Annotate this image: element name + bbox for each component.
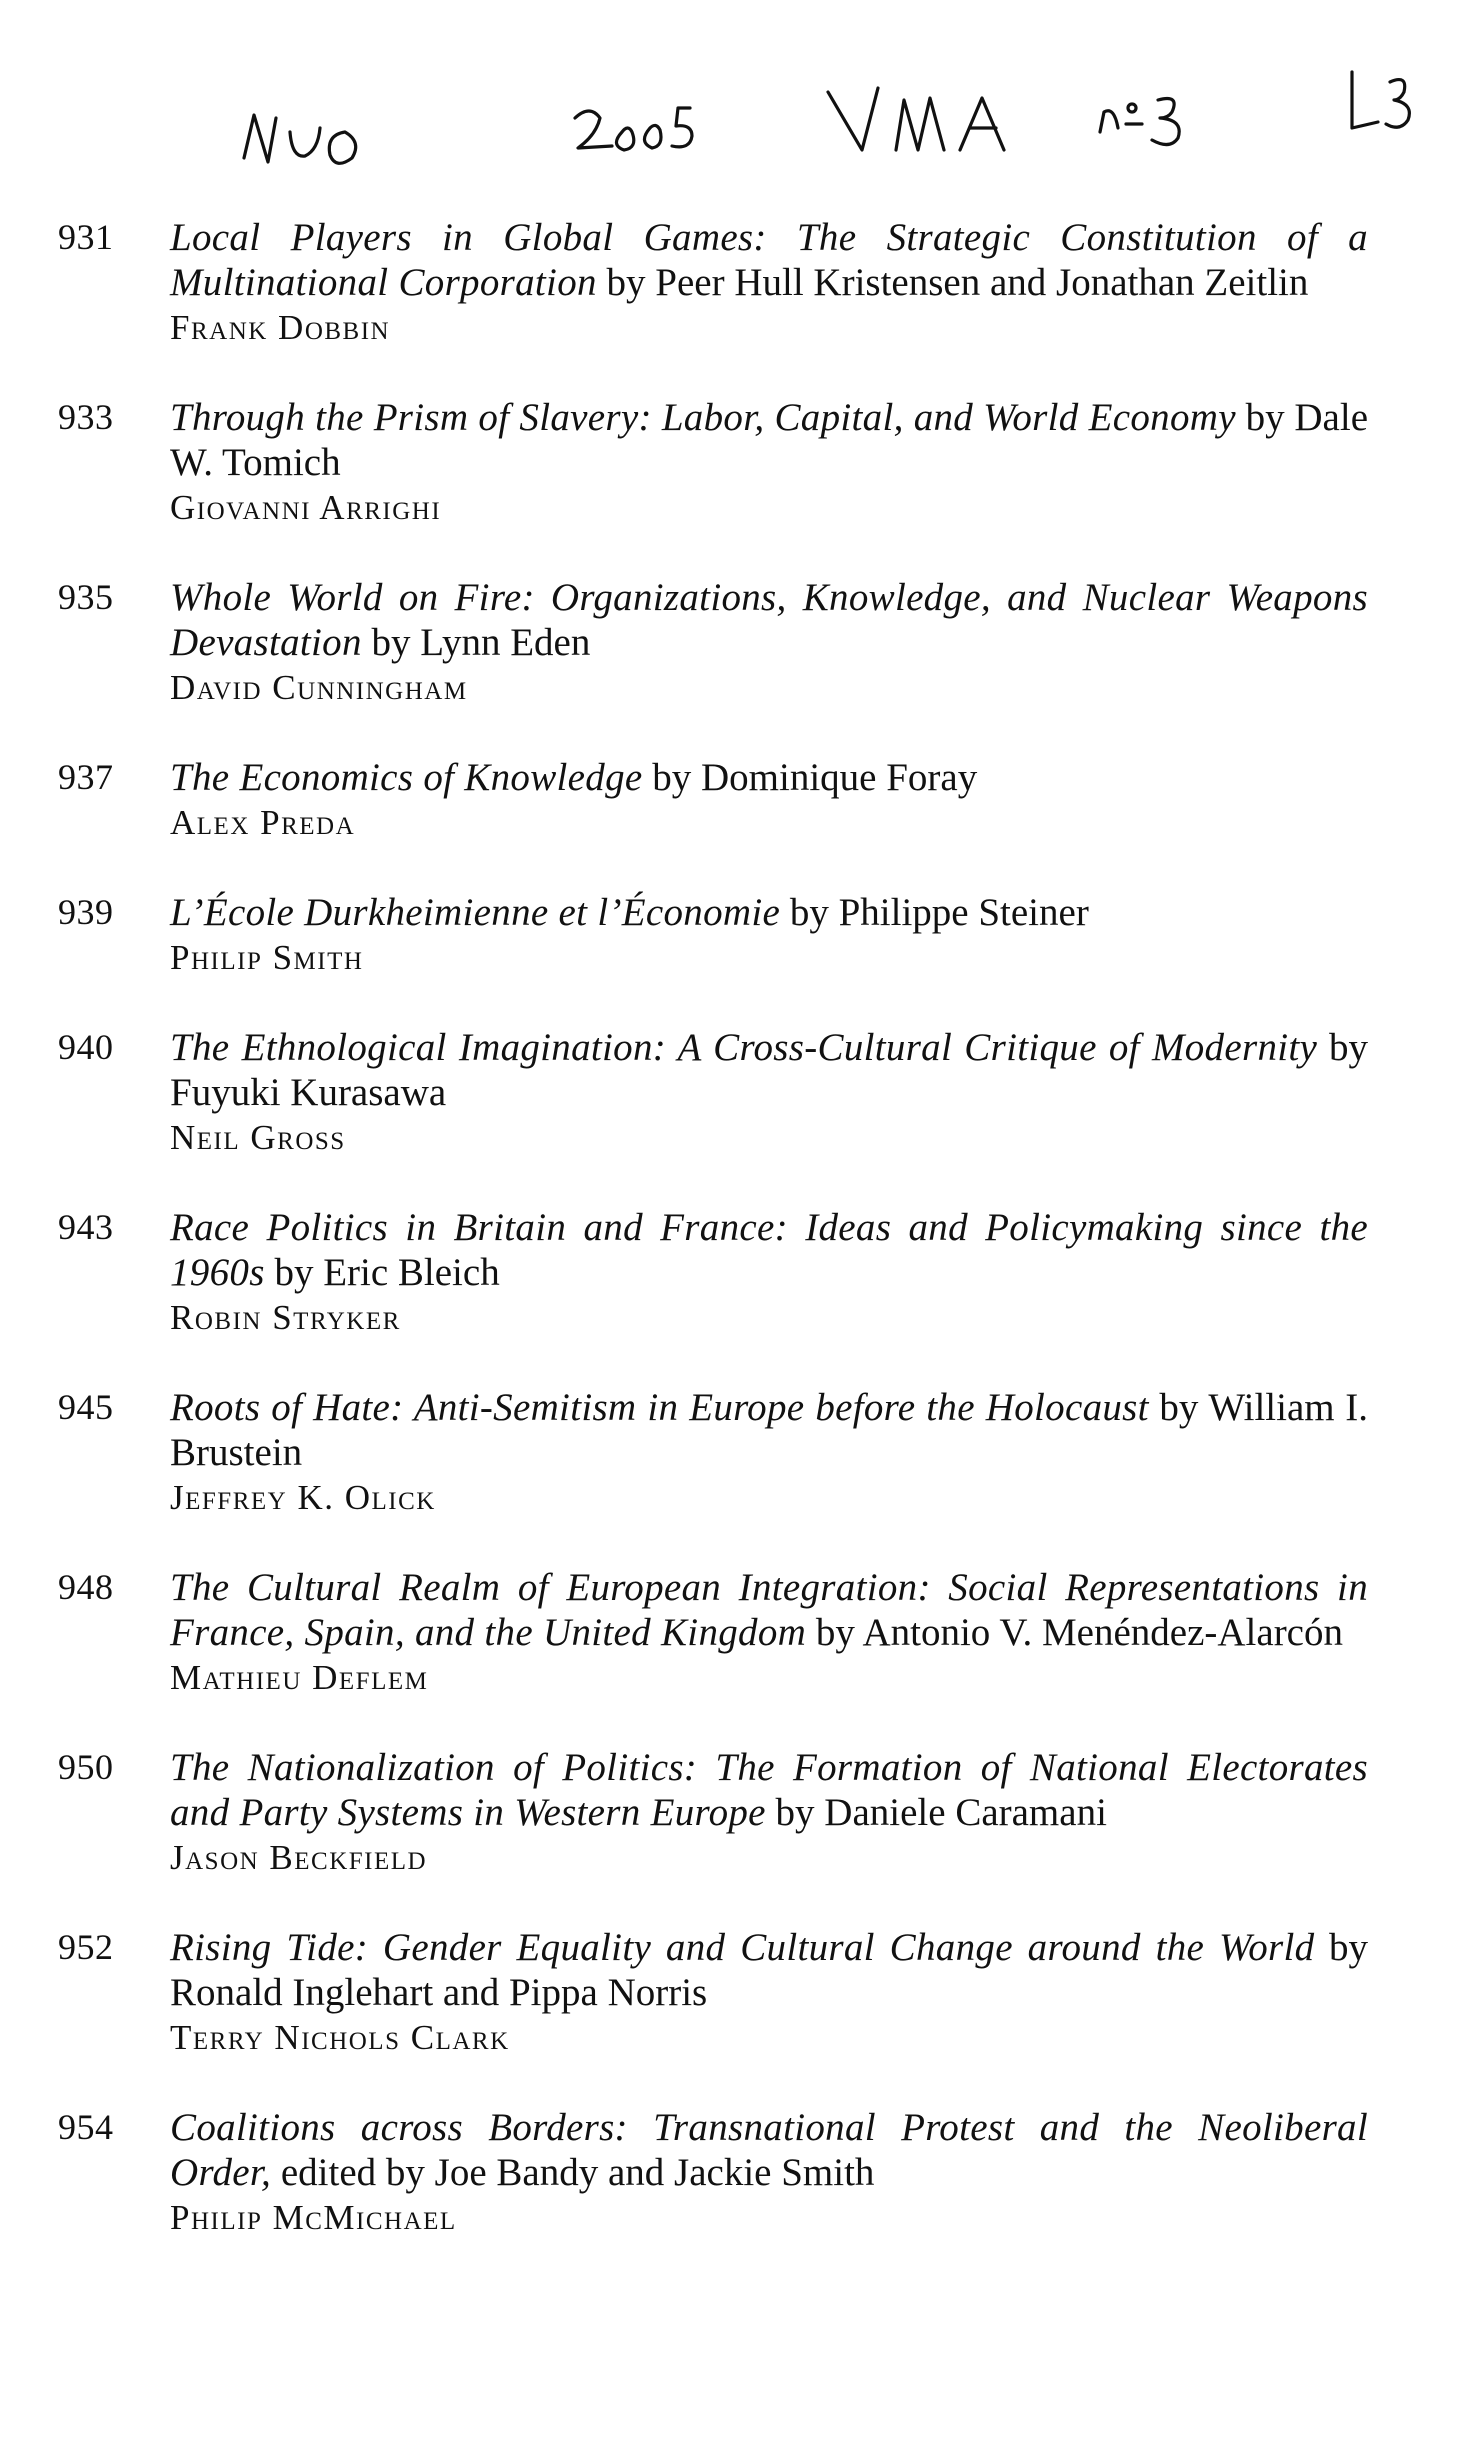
book-title: Local Players in Global Games: The Strategic Constitution of a Multinational Corporation xyxy=(170,216,1368,304)
reviewer-name: Jason Beckfield xyxy=(170,1838,428,1877)
reviewer-name: David Cunningham xyxy=(170,668,468,707)
page-number: 937 xyxy=(58,757,114,797)
list-item xyxy=(58,1205,1368,1340)
handwritten-annotation-drawing xyxy=(0,0,1472,200)
book-author: by Dale W. Tomich xyxy=(170,396,1369,484)
entry-body xyxy=(170,1205,1368,1340)
entry-body xyxy=(170,2105,1368,2240)
entry-body xyxy=(170,1385,1368,1520)
book-author: by William I. Brustein xyxy=(170,1386,1368,1474)
entry-body xyxy=(170,755,1368,845)
book-author: edited by Joe Bandy and Jackie Smith xyxy=(271,2151,875,2194)
page-number: 952 xyxy=(58,1927,114,1967)
book-citation xyxy=(170,395,1368,485)
list-item xyxy=(58,395,1368,530)
page-number: 943 xyxy=(58,1207,114,1247)
entry-body xyxy=(170,1565,1368,1700)
book-author: by Daniele Caramani xyxy=(765,1791,1107,1834)
reviewer-name: Jeffrey K. Olick xyxy=(170,1478,436,1517)
book-title: The Cultural Realm of European Integration: Social Representations in France, Spain, and the United Kingdom xyxy=(170,1566,1368,1654)
book-title: Through the Prism of Slavery: Labor, Capital, and World Economy xyxy=(170,396,1236,439)
book-author: by Lynn Eden xyxy=(361,621,591,664)
reviewer-name: Giovanni Arrighi xyxy=(170,488,442,527)
book-citation xyxy=(170,575,1368,665)
entry-body xyxy=(170,1925,1368,2060)
book-citation xyxy=(170,1205,1368,1295)
list-item xyxy=(58,1745,1368,1880)
book-title: Coalitions across Borders: Transnational Protest and the Neoliberal Order, xyxy=(170,2106,1368,2194)
page-number: 931 xyxy=(58,217,114,257)
page-number: 954 xyxy=(58,2107,114,2147)
review-list xyxy=(58,215,1368,2285)
book-author: by Peer Hull Kristensen and Jonathan Zeitlin xyxy=(596,261,1309,304)
book-title: The Ethnological Imagination: A Cross-Cultural Critique of Modernity xyxy=(170,1026,1318,1069)
list-item xyxy=(58,1925,1368,2060)
book-author: by Philippe Steiner xyxy=(780,891,1089,934)
page-number: 945 xyxy=(58,1387,114,1427)
page-number: 933 xyxy=(58,397,114,437)
page-number: 940 xyxy=(58,1027,114,1067)
entry-body xyxy=(170,575,1368,710)
book-citation xyxy=(170,1025,1368,1115)
page-number: 935 xyxy=(58,577,114,617)
list-item xyxy=(58,755,1368,845)
list-item xyxy=(58,1385,1368,1520)
book-citation xyxy=(170,215,1368,305)
reviewer-name: Alex Preda xyxy=(170,803,356,842)
book-citation xyxy=(170,1745,1368,1835)
book-author: by Antonio V. Menéndez-Alarcón xyxy=(806,1611,1343,1654)
reviewer-name: Philip McMichael xyxy=(170,2198,457,2237)
reviewer-name: Robin Stryker xyxy=(170,1298,401,1337)
book-title: Rising Tide: Gender Equality and Cultural Change around the World xyxy=(170,1926,1315,1969)
list-item xyxy=(58,215,1368,350)
page-number: 939 xyxy=(58,892,114,932)
page-number: 950 xyxy=(58,1747,114,1787)
list-item xyxy=(58,1565,1368,1700)
book-citation xyxy=(170,890,1368,935)
entry-body xyxy=(170,215,1368,350)
list-item xyxy=(58,2105,1368,2240)
book-citation xyxy=(170,2105,1368,2195)
reviewer-name: Mathieu Deflem xyxy=(170,1658,429,1697)
list-item xyxy=(58,575,1368,710)
book-title: The Economics of Knowledge xyxy=(170,756,643,799)
book-citation xyxy=(170,1565,1368,1655)
entry-body xyxy=(170,1025,1368,1160)
book-title: Race Politics in Britain and France: Ideas and Policymaking since the 1960s xyxy=(170,1206,1368,1294)
book-author: by Dominique Foray xyxy=(642,756,978,799)
entry-body xyxy=(170,395,1368,530)
reviewer-name: Terry Nichols Clark xyxy=(170,2018,510,2057)
book-title: Whole World on Fire: Organizations, Knowledge, and Nuclear Weapons Devastation xyxy=(170,576,1368,664)
reviewer-name: Neil Gross xyxy=(170,1118,346,1157)
book-title: L’École Durkheimienne et l’Économie xyxy=(170,891,781,934)
list-item xyxy=(58,1025,1368,1160)
book-title: The Nationalization of Politics: The Formation of National Electorates and Party Systems in Western Europe xyxy=(170,1746,1368,1834)
list-item xyxy=(58,890,1368,980)
handwritten-annotation xyxy=(0,0,1472,200)
page-number: 948 xyxy=(58,1567,114,1607)
entry-body xyxy=(170,1745,1368,1880)
book-citation xyxy=(170,1385,1368,1475)
book-author: by Eric Bleich xyxy=(264,1251,500,1294)
book-title: Roots of Hate: Anti-Semitism in Europe before the Holocaust xyxy=(170,1386,1149,1429)
book-author: by Ronald Inglehart and Pippa Norris xyxy=(170,1926,1368,2014)
book-citation xyxy=(170,1925,1368,2015)
reviewer-name: Frank Dobbin xyxy=(170,308,391,347)
book-citation xyxy=(170,755,1368,800)
entry-body xyxy=(170,890,1368,980)
book-author: by Fuyuki Kurasawa xyxy=(170,1026,1368,1114)
reviewer-name: Philip Smith xyxy=(170,938,364,977)
